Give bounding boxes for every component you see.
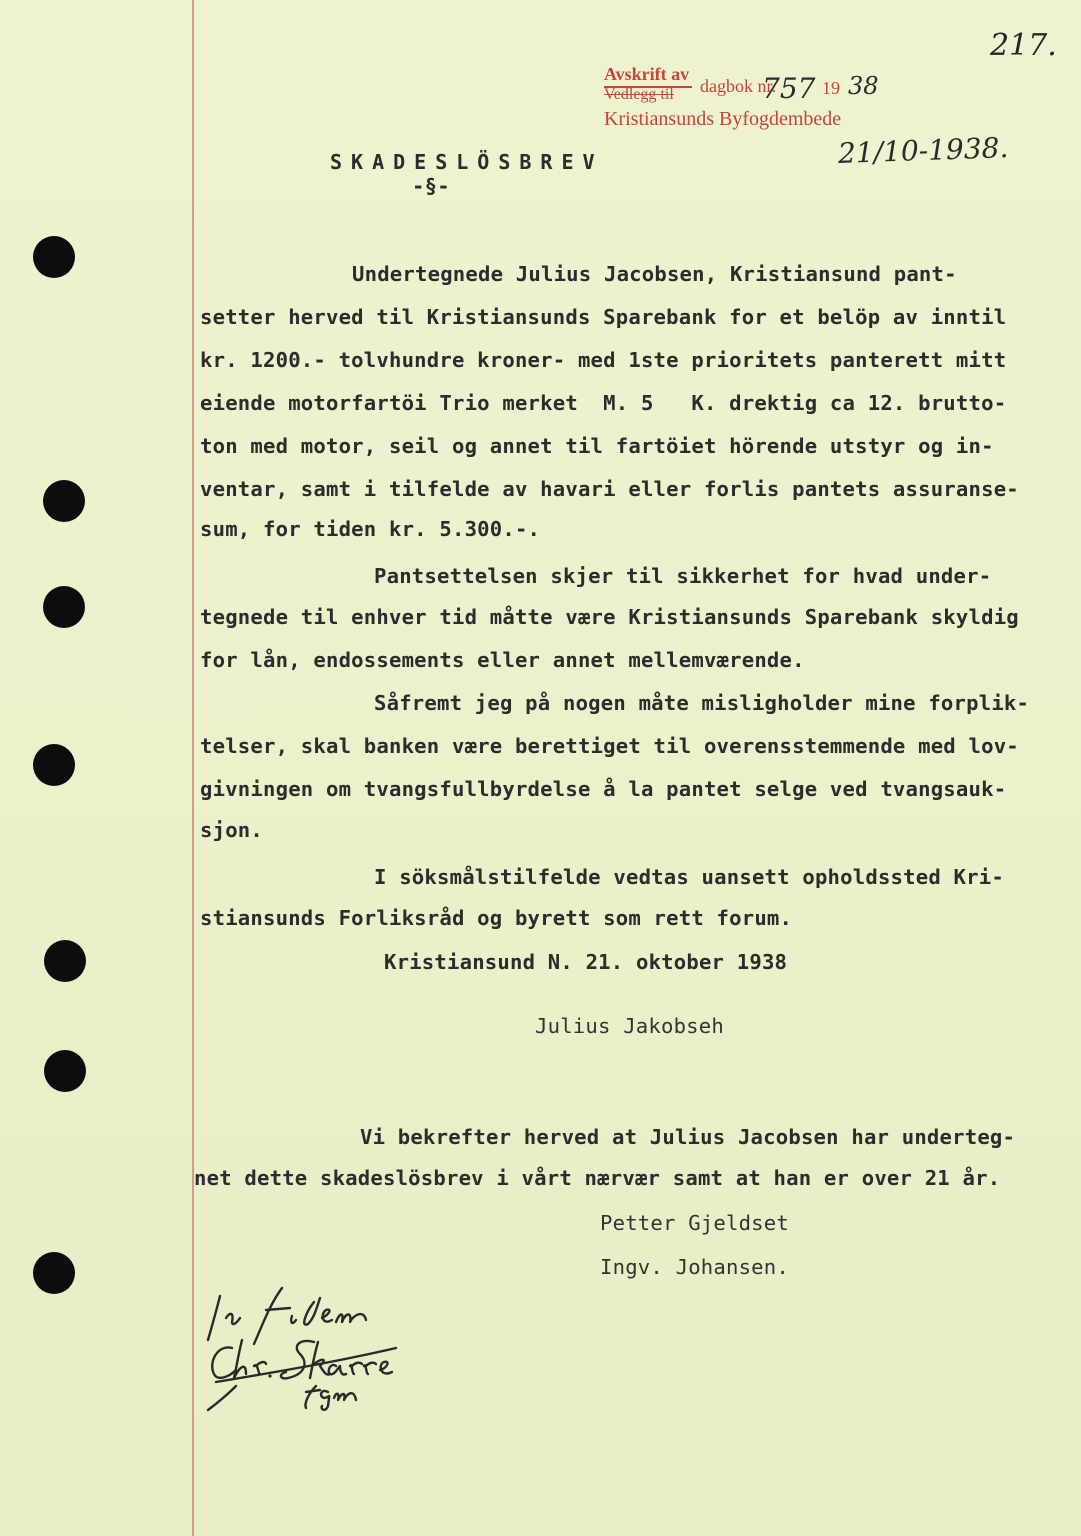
body-line: for lån, endossements eller annet mellemværende. — [200, 648, 805, 672]
punch-hole — [44, 940, 86, 982]
title-mark: -§- — [412, 174, 450, 198]
punch-hole — [43, 480, 85, 522]
year-suffix: 38 — [848, 72, 879, 100]
witness-name: Petter Gjeldset — [600, 1211, 789, 1235]
punch-hole — [33, 744, 75, 786]
body-line: sum, for tiden kr. 5.300.-. — [200, 517, 541, 541]
punch-hole — [44, 1050, 86, 1092]
body-line: setter herved til Kristiansunds Sparebank for et belöp av inntil — [200, 305, 1007, 329]
body-line: net dette skadeslösbrev i vårt nærvær samt at han er over 21 år. — [194, 1166, 1001, 1190]
place-date-line: Kristiansund N. 21. oktober 1938 — [384, 950, 788, 974]
body-line: ton med motor, seil og annet til fartöiet hörende utstyr og in- — [200, 434, 994, 458]
stamp-year-prefix: 19 — [822, 78, 840, 98]
page-number: 217. — [990, 28, 1057, 63]
body-line: telser, skal banken være berettiget til overensstemmende med lov- — [200, 734, 1019, 758]
body-line: Undertegnede Julius Jacobsen, Kristiansund pant- — [352, 262, 957, 286]
body-line: kr. 1200.- tolvhundre kroner- med 1ste prioritets panterett mitt — [200, 348, 1007, 372]
document-title: SKADESLÖSBREV — [330, 150, 604, 174]
body-line: Vi bekrefter herved at Julius Jacobsen har underteg- — [360, 1125, 1016, 1149]
body-line: stiansunds Forliksråd og byrett som rett forum. — [200, 906, 793, 930]
body-line: Såfremt jeg på nogen måte misligholder mine forplik- — [374, 691, 1030, 715]
punch-hole — [33, 236, 75, 278]
stamp-vedlegg: Vedlegg til — [604, 86, 674, 103]
punch-hole — [33, 1252, 75, 1294]
body-line: ventar, samt i tilfelde av havari eller forlis pantets assuranse- — [200, 477, 1019, 501]
margin-line — [192, 0, 194, 1536]
journal-number: 757 — [762, 72, 816, 105]
punch-hole — [43, 586, 85, 628]
body-line: I söksmålstilfelde vedtas uansett opholdssted Kri- — [374, 865, 1004, 889]
witness-name: Ingv. Johansen. — [600, 1255, 789, 1279]
stamp-date: 21/10-1938. — [837, 131, 1009, 170]
body-line: tegnede til enhver tid måtte være Kristiansunds Sparebank skyldig — [200, 605, 1019, 629]
body-line: eiende motorfartöi Trio merket M. 5 K. drektig ca 12. brutto- — [200, 391, 1007, 415]
body-line: givningen om tvangsfullbyrdelse å la pantet selge ved tvangsauk- — [200, 777, 1007, 801]
body-line: Pantsettelsen skjer til sikkerhet for hvad under- — [374, 564, 992, 588]
stamp-dagbok: dagbok nr. — [700, 76, 776, 96]
stamp-avskrift: Avskrift av — [604, 64, 690, 84]
body-line: sjon. — [200, 818, 263, 842]
handwritten-signature — [196, 1282, 406, 1412]
pledger-name: Julius Jakobseh — [535, 1014, 724, 1038]
stamp-office: Kristiansunds Byfogdembede — [604, 108, 842, 130]
